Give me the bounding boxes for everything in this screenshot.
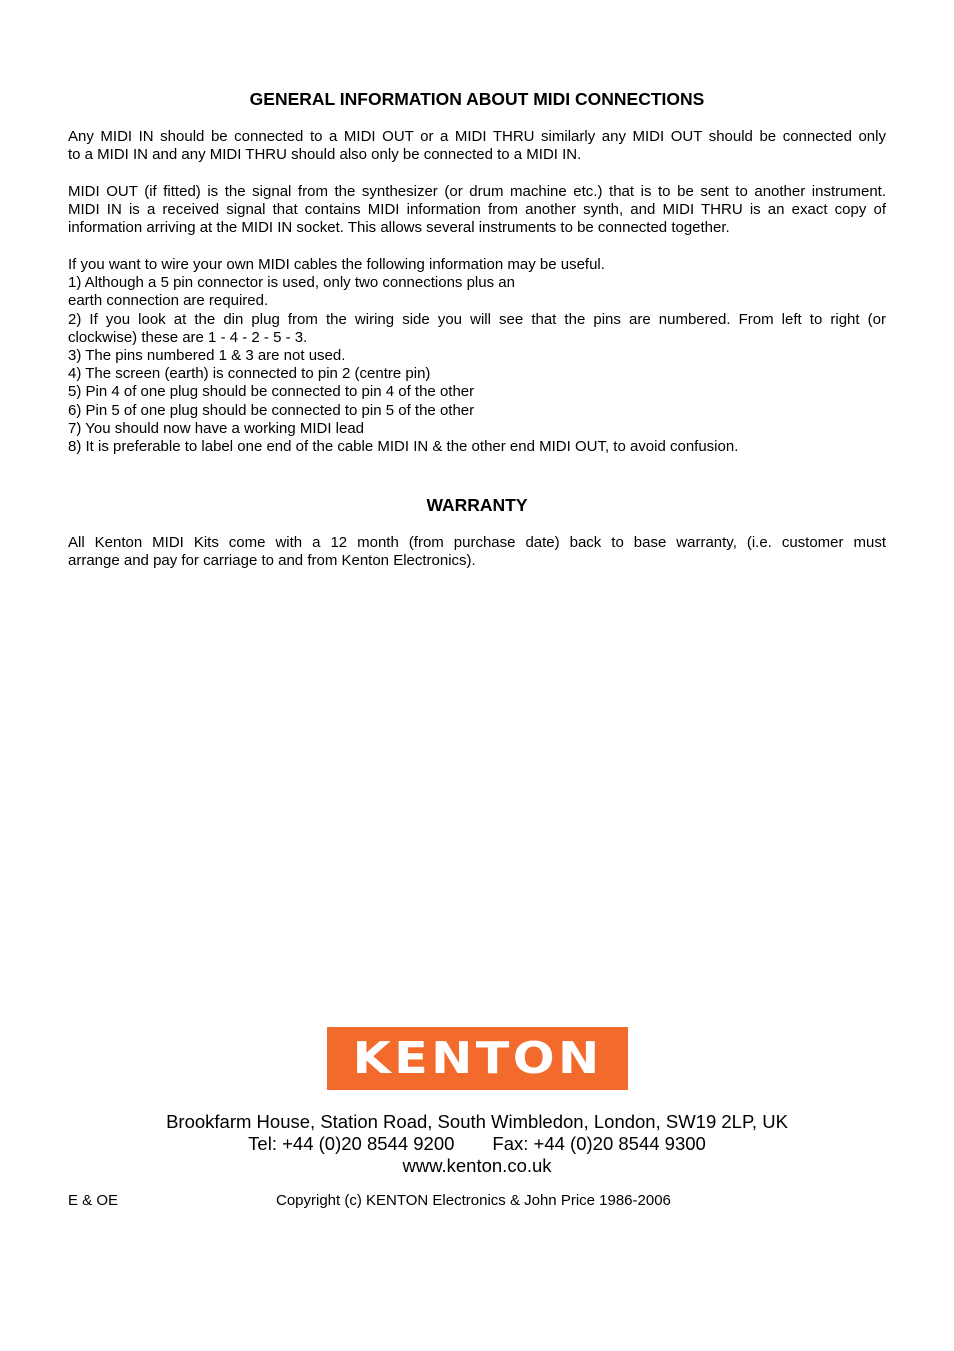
list-item: 2) If you look at the din plug from the wiring side you will see that the pins are numbered. From left to right (or xyxy=(68,310,886,328)
midi-wiring-list xyxy=(68,256,886,456)
list-item: 1) Although a 5 pin connector is used, only two connections plus an xyxy=(68,274,515,292)
company-address: Brookfarm House, Station Road, South Wimbledon, London, SW19 2LP, UK xyxy=(166,1111,788,1132)
copyright-notice: Copyright (c) KENTON Electronics & John Price 1986-2006 xyxy=(276,1192,671,1209)
list-item: 4) The screen (earth) is connected to pin 2 (centre pin) xyxy=(68,365,431,383)
midi-section-heading: GENERAL INFORMATION ABOUT MIDI CONNECTIONS xyxy=(249,89,705,109)
company-website: www.kenton.co.uk xyxy=(402,1155,552,1176)
list-item-continuation: clockwise) these are 1 - 4 - 2 - 5 - 3. xyxy=(68,328,308,346)
paragraph-line: MIDI OUT (if fitted) is the signal from the synthesizer (or drum machine etc.) that is to be sent to another instrument. xyxy=(68,183,886,200)
warranty-heading: WARRANTY xyxy=(426,495,528,515)
kenton-logo xyxy=(327,1027,628,1090)
paragraph-line: MIDI IN is a received signal that contains MIDI information from another synth, and MIDI THRU is an exact copy of xyxy=(68,201,886,219)
phone-fax-line xyxy=(0,1133,954,1155)
paragraph-line: Any MIDI IN should be connected to a MIDI OUT or a MIDI THRU similarly any MIDI OUT should be connected only xyxy=(68,128,886,145)
list-item: 5) Pin 4 of one plug should be connected to pin 4 of the other xyxy=(68,383,475,401)
list-item: 7) You should now have a working MIDI lead xyxy=(68,419,365,437)
paragraph-line: information arriving at the MIDI IN socket. This allows several instruments to be connected together. xyxy=(68,219,730,237)
midi-paragraph-1 xyxy=(68,128,886,164)
list-item: 3) The pins numbered 1 & 3 are not used. xyxy=(68,347,346,365)
warranty-paragraph xyxy=(68,534,886,570)
fax-number: Fax: +44 (0)20 8544 9300 xyxy=(492,1133,706,1154)
list-item: 6) Pin 5 of one plug should be connected to pin 5 of the other xyxy=(68,401,475,419)
paragraph-line: to a MIDI IN and any MIDI THRU should also only be connected to a MIDI IN. xyxy=(68,146,582,164)
eoe-notice: E & OE xyxy=(68,1192,119,1209)
midi-paragraph-2 xyxy=(68,183,886,238)
kenton-logo-text: KENTON xyxy=(352,1032,603,1084)
list-intro: If you want to wire your own MIDI cables the following information may be useful. xyxy=(68,256,605,273)
list-item-continuation: earth connection are required. xyxy=(68,292,269,310)
telephone-number: Tel: +44 (0)20 8544 9200 xyxy=(248,1133,455,1154)
paragraph-line: arrange and pay for carriage to and from Kenton Electronics). xyxy=(68,552,476,570)
paragraph-line: All Kenton MIDI Kits come with a 12 month (from purchase date) back to base warranty, (i.e. customer must xyxy=(68,534,886,551)
list-item: 8) It is preferable to label one end of the cable MIDI IN & the other end MIDI OUT, to avoid confusion. xyxy=(68,438,739,456)
